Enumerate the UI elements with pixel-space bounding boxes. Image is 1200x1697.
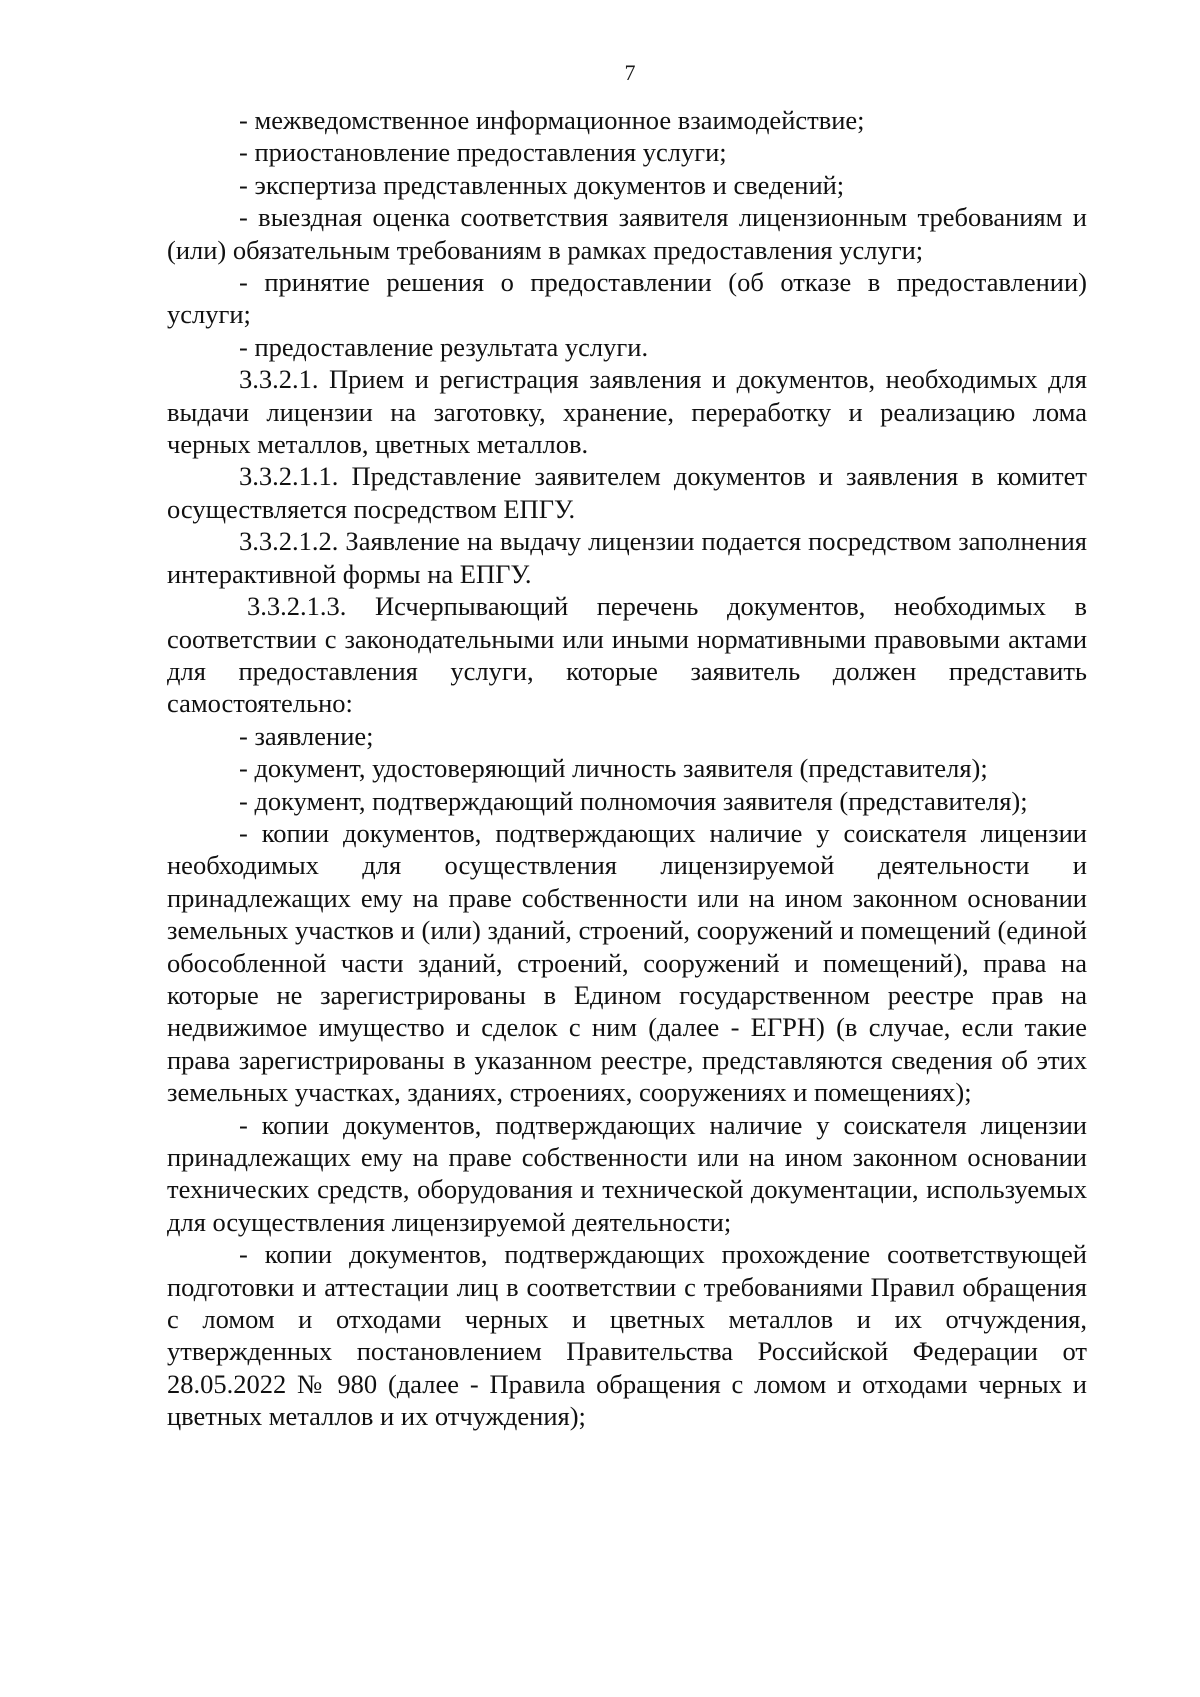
list-item: - копии документов, подтверждающих наличие у соискателя лицензии принадлежащих ему на праве собственности или на ином законном основании технических средств, оборудования и технической документации, используемых для осуществления лицензируемой деятельности; [167,1109,1087,1237]
list-item: - заявление; [239,720,374,751]
list-item: - экспертиза представленных документов и сведений; [239,169,845,200]
section-paragraph: 3.3.2.1.3. Исчерпывающий перечень документов, необходимых в соответствии с законодательными или иными нормативными правовыми актами для предоставления услуги, которые заявитель должен представить самостоятельно: [167,591,1087,719]
list-item: - предоставление результата услуги. [239,331,649,362]
list-item: - документ, подтверждающий полномочия заявителя (представителя); [239,785,1028,816]
list-item: - копии документов, подтверждающих наличие у соискателя лицензии необходимых для осуществления лицензируемой деятельности и принадлежащих ему на праве собственности или на ином законном основании земельных участков и (или) зданий, строений, сооружений и помещений (единой обособленной части зданий, строений, сооружений и помещений), права на которые не зарегистрированы в Едином государственном реестре прав на недвижимое имущество и сделок с ним (далее - ЕГРН) (в случае, если такие права зарегистрированы в указанном реестре, представляются сведения об этих земельных участках, зданиях, строениях, сооружениях и помещениях); [167,817,1087,1108]
list-item: - копии документов, подтверждающих прохождение соответствующей подготовки и аттестации лиц в соответствии с требованиями Правил обращения с ломом и отходами черных и цветных металлов и их отчуждения, утвержденных постановлением Правительства Российской Федерации от 28.05.2022 № 980 (далее - Правила обращения с ломом и отходами черных и цветных металлов и их отчуждения); [167,1239,1087,1432]
list-item: - выездная оценка соответствия заявителя лицензионным требованиям и (или) обязательным требованиям в рамках предоставления услуги; [167,202,1087,265]
section-paragraph: 3.3.2.1. Прием и регистрация заявления и документов, необходимых для выдачи лицензии на заготовку, хранение, переработку и реализацию лома черных металлов, цветных металлов. [167,364,1087,460]
page-number: 7 [624,60,636,85]
list-item: - межведомственное информационное взаимодействие; [239,105,865,135]
list-item: - приостановление предоставления услуги; [239,137,727,168]
document-body [167,104,1087,1433]
list-item: - принятие решения о предоставлении (об отказе в предоставлении) услуги; [167,267,1087,330]
section-paragraph: 3.3.2.1.2. Заявление на выдачу лицензии подается посредством заполнения интерактивной формы на ЕПГУ. [167,526,1087,589]
list-item: - документ, удостоверяющий личность заявителя (представителя); [239,753,988,784]
section-paragraph: 3.3.2.1.1. Представление заявителем документов и заявления в комитет осуществляется посредством ЕПГУ. [167,461,1087,524]
